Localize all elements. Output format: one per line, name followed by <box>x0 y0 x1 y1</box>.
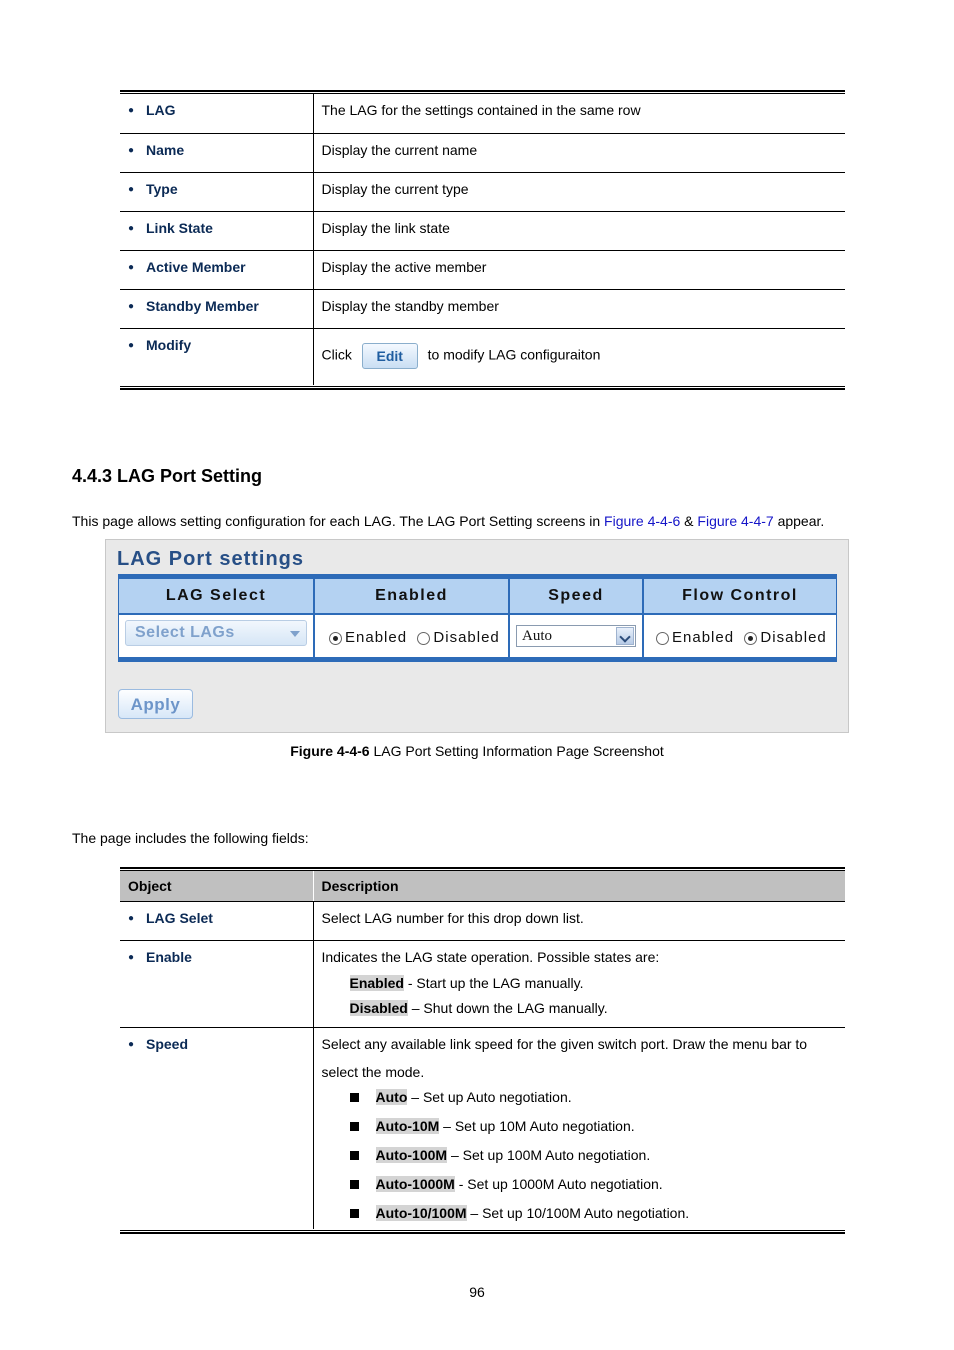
header-flow-control: Flow Control <box>644 579 836 613</box>
object-description: Display the active member <box>313 250 845 289</box>
object-label: LAG <box>146 102 176 118</box>
speed-select[interactable]: Auto <box>516 625 636 647</box>
header-lag-select: LAG Select <box>119 579 315 613</box>
header-description: Description <box>313 871 845 901</box>
list-item: Auto-100M – Set up 100M Auto negotiation. <box>322 1147 846 1167</box>
speed-mode-list <box>322 1089 846 1225</box>
chevron-down-icon <box>616 627 634 645</box>
bullet-icon: ● <box>128 1038 135 1050</box>
edit-button[interactable]: Edit <box>362 343 418 369</box>
enabled-option-label: Enabled <box>345 629 408 646</box>
top-table-bottom-border <box>120 386 845 390</box>
bullet-icon: ● <box>128 183 135 195</box>
bullet-icon: ● <box>128 144 135 156</box>
square-bullet-icon <box>350 1180 359 1189</box>
enabled-radio-off[interactable] <box>417 632 430 645</box>
header-object: Object <box>120 871 313 901</box>
apply-button[interactable]: Apply <box>118 689 193 719</box>
object-description: Display the current name <box>313 133 845 172</box>
object-label: Enable <box>146 948 192 965</box>
list-item: Auto-1000M - Set up 1000M Auto negotiation. <box>322 1176 846 1196</box>
object-label: Name <box>146 141 185 158</box>
fields-table-bottom-border <box>120 1230 845 1234</box>
object-label: Speed <box>146 1035 189 1052</box>
figure-caption: Figure 4-4-6 LAG Port Setting Information Page Screenshot <box>290 743 664 759</box>
header-enabled: Enabled <box>315 579 510 613</box>
modify-text: to modify LAG configuraiton <box>427 346 601 363</box>
square-bullet-icon <box>350 1209 359 1218</box>
object-table-top <box>120 94 845 385</box>
list-item: Auto – Set up Auto negotiation. <box>322 1089 846 1109</box>
disabled-option-label: Disabled <box>433 629 500 646</box>
fields-intro: The page includes the following fields: <box>72 830 309 846</box>
flow-disabled-radio[interactable] <box>744 632 757 645</box>
figure-link-2[interactable]: Figure 4-4-7 <box>697 513 774 529</box>
enabled-radio-on[interactable] <box>329 632 342 645</box>
object-label: Standby Member <box>146 297 259 314</box>
object-label: LAG Selet <box>146 909 213 926</box>
chevron-down-icon <box>290 631 300 637</box>
settings-grid <box>118 574 837 662</box>
list-item: Auto-10/100M – Set up 10/100M Auto negotiation. <box>322 1205 846 1225</box>
object-description: The LAG for the settings contained in the same row <box>313 94 845 133</box>
object-description: Select LAG number for this drop down list. <box>313 901 845 940</box>
section-heading: 4.4.3 LAG Port Setting <box>72 466 263 486</box>
object-label: Modify <box>146 336 192 353</box>
list-item: Auto-10M – Set up 10M Auto negotiation. <box>322 1118 846 1138</box>
figure-link-1[interactable]: Figure 4-4-6 <box>604 513 681 529</box>
bullet-icon: ● <box>128 339 135 351</box>
object-description: Select any available link speed for the given switch port. Draw the menu bar to <box>321 1035 808 1052</box>
flow-enabled-radio[interactable] <box>656 632 669 645</box>
object-label: Link State <box>146 219 213 236</box>
square-bullet-icon <box>350 1093 359 1102</box>
bullet-icon: ● <box>128 300 135 312</box>
object-description: Display the current type <box>313 172 845 211</box>
flow-disabled-label: Disabled <box>760 629 827 646</box>
bullet-icon: ● <box>128 912 135 924</box>
flow-enabled-label: Enabled <box>672 629 735 646</box>
bullet-icon: ● <box>128 261 135 273</box>
click-text: Click <box>321 346 352 363</box>
square-bullet-icon <box>350 1151 359 1160</box>
object-label: Type <box>146 180 178 197</box>
object-label: Active Member <box>146 258 246 275</box>
object-description: Display the link state <box>313 211 845 250</box>
intro-paragraph: This page allows setting configuration for each LAG. The LAG Port Setting screens in Figure 4-4-6 & Figure 4-4-7 appear. <box>72 513 825 529</box>
bullet-icon: ● <box>128 105 135 116</box>
bullet-icon: ● <box>128 222 135 234</box>
page-number: 96 <box>469 1284 485 1300</box>
square-bullet-icon <box>350 1122 359 1131</box>
fields-table: Object Description ● LAG Selet Select LAG number for this drop down list. ● Enable Indicates the LAG state operation. Possible states are: Enabled - Start up the LAG manually. Disabled – Shut down the LAG manually. ● Speed Select any available link speed for the given switch port. Draw the menu bar to select the mode. Auto – Set up Auto negotiation. Auto-10M – Set up 10M Auto negotiation. Auto-100M – Set up 100M Auto negotiation. Auto-1000M - Set up 1000M Auto negotiation. Auto-10/100M – Set up 10/100M Auto negotiation. <box>120 871 845 1229</box>
lag-port-settings-panel <box>105 539 849 733</box>
bullet-icon: ● <box>128 951 135 963</box>
object-description: Display the standby member <box>313 289 845 328</box>
panel-title: LAG Port settings <box>117 548 305 570</box>
object-description: Indicates the LAG state operation. Possible states are: <box>321 948 660 965</box>
lag-select-dropdown[interactable]: Select LAGs <box>125 620 307 646</box>
header-speed: Speed <box>510 579 644 613</box>
